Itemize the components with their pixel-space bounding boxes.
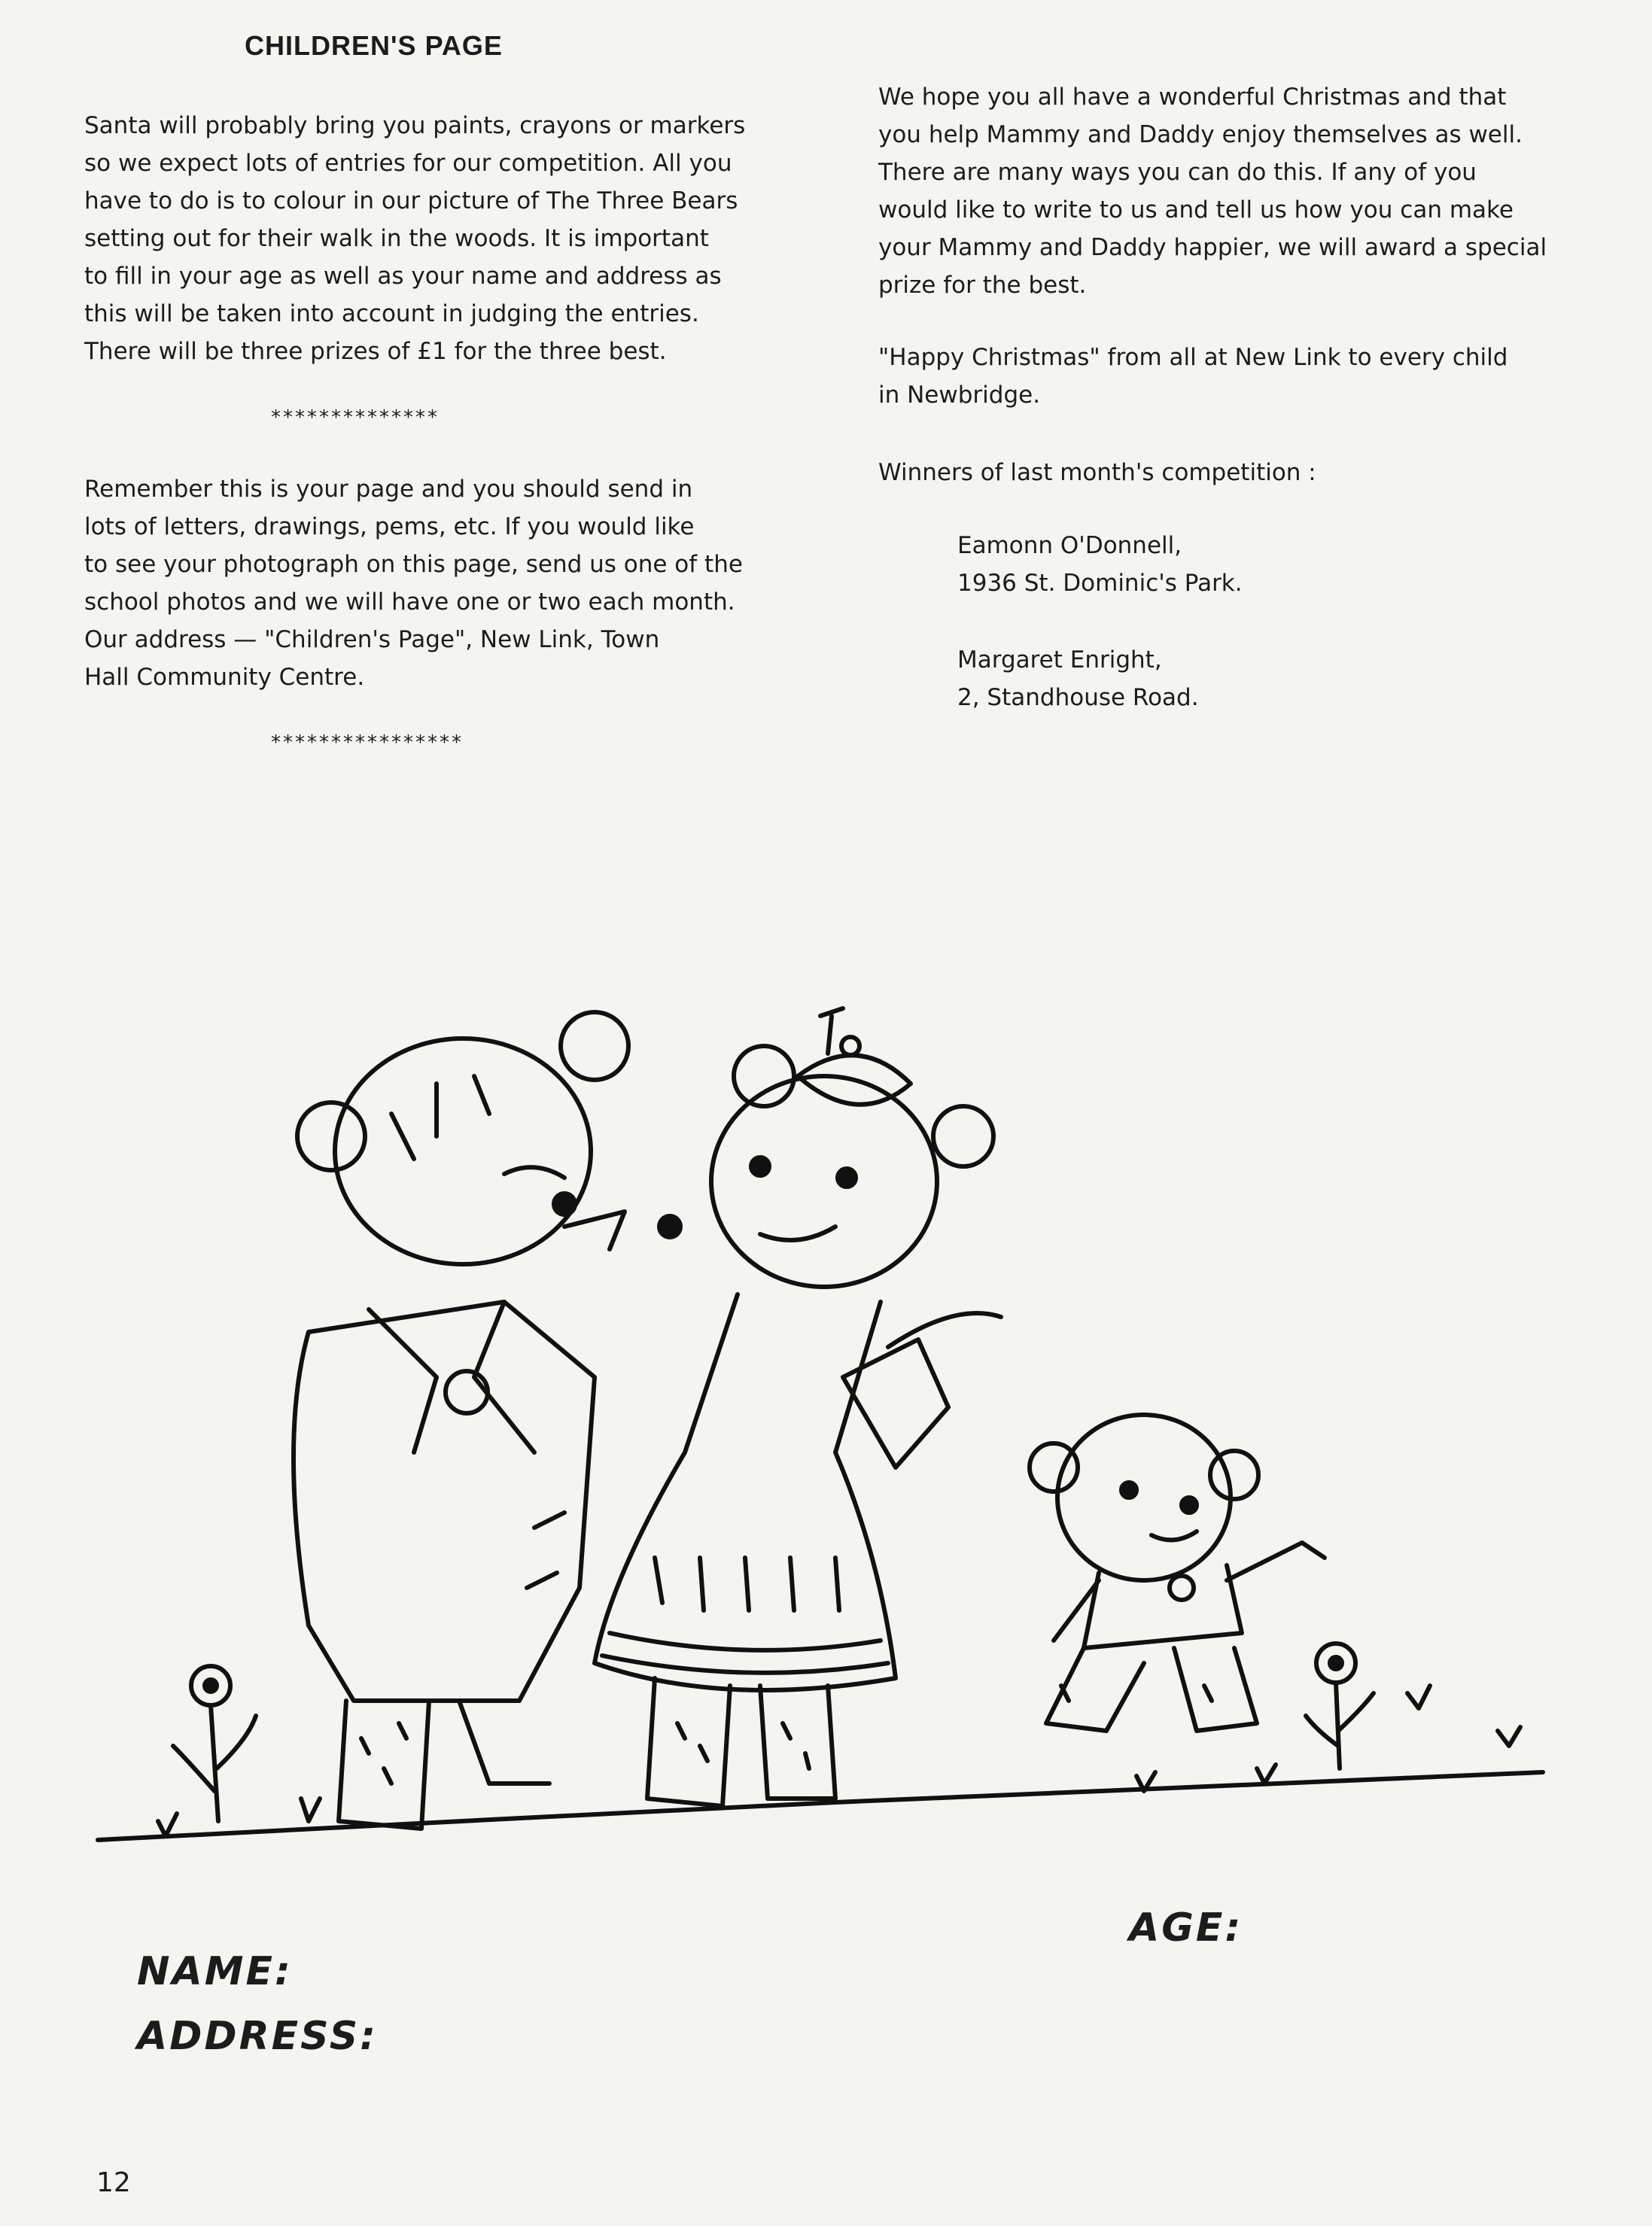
page-number: 12 [96, 2167, 131, 2198]
flower-right [1306, 1644, 1374, 1768]
page-title: CHILDREN'S PAGE [245, 30, 503, 61]
winner-entry: Margaret Enright, 2, Standhouse Road. [957, 646, 1199, 711]
father-bear [294, 1012, 680, 1829]
address-label: ADDRESS: [137, 2014, 378, 2059]
star-divider: ************** [271, 406, 440, 429]
greeting-paragraph: "Happy Christmas" from all at New Link to every child in Newbridge. [878, 344, 1508, 409]
three-bears-illustration [83, 986, 1550, 1957]
your-page-paragraph: Remember this is your page and you should send in lots of letters, drawings, pems, etc. If you would like to see your photograph on this page, send us one of the school photos and we will have one or two each month. Our address — "Children's Page", New Link, Town Hall Community Centre. [84, 476, 743, 691]
baby-bear [1030, 1415, 1325, 1731]
grass-tufts [158, 1686, 1520, 1836]
competition-paragraph: Santa will probably bring you paints, crayons or markers so we expect lots of entries for our competition. All you have to do is to colour in our picture of The Three Bears setting out for their walk in the woods. It is important to fill in your age as well as your name and address as this will be taken into account in judging the entries. There will be three prizes of £1 for the three best. [84, 112, 746, 365]
mother-bear [595, 1008, 1001, 1806]
christmas-paragraph: We hope you all have a wonderful Christmas and that you help Mammy and Daddy enjoy themselves as well. There are many ways you can do this. If any of you would like to write to us and tell us how you can make your Mammy and Daddy happier, we will award a special prize for the best. [878, 84, 1547, 299]
name-label: NAME: [137, 1949, 293, 1994]
winner-entry: Eamonn O'Donnell, 1936 St. Dominic's Park. [957, 532, 1243, 597]
star-divider: **************** [271, 731, 464, 754]
age-label: AGE: [1129, 1905, 1243, 1951]
flower-left [173, 1666, 256, 1821]
winners-heading: Winners of last month's competition : [878, 459, 1316, 486]
